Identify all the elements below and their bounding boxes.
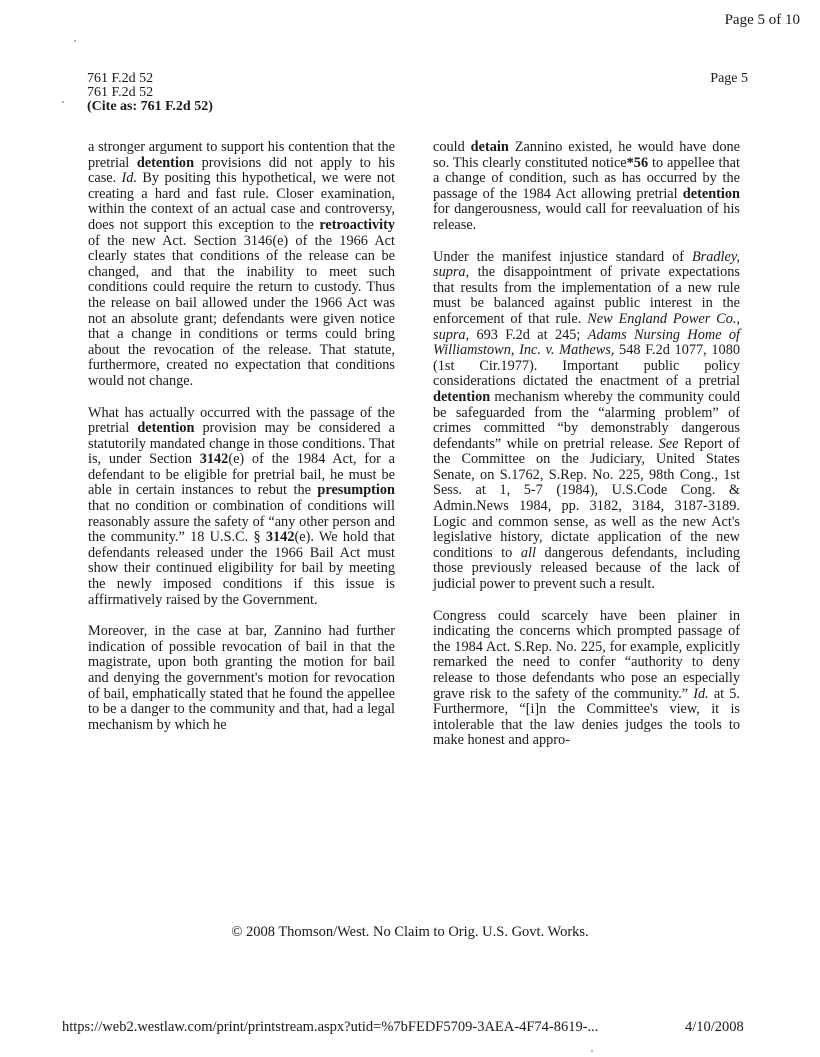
citation-line-2: 761 F.2d 52 <box>87 85 154 100</box>
right-paragraph-1: could detain Zannino existed, he would have done so. This clearly constituted notice*56 to appellee that a change of condition, such as has occurred by the passage of the 1984 Act allowing pretrial detention for dangerousness, would call for reevaluation of his release. <box>433 139 740 233</box>
right-paragraph-3: Congress could scarcely have been plainer in indicating the concerns which prompted passage of the 1984 Act. S.Rep. No. 225, for example, explicitly remarked the need to confer “authority to deny release to those defendants who pose an especially grave risk to the safety of the community.” Id. at 5. Furthermore, “[i]n the Committee's view, it is intolerable that the law denies judges the tools to make honest and appro- <box>433 607 740 749</box>
left-column <box>88 140 395 749</box>
left-paragraph-1: a stronger argument to support his contention that the pretrial detention provisions did not apply to his case. Id. By positing this hypothetical, we were not creating a hard and fast rule. Closer examination, within the context of an actual case and controversy, does not support this exception to the retroactivity of the new Act. Section 3146(e) of the 1966 Act clearly states that conditions of the release can be changed, and that the inability to meet such conditions could require the return to custody. Thus the release on bail allowed under the 1966 Act was not an absolute grant; defendants were given notice that a change in conditions or terms could bring about the revocation of the release. That statute, furthermore, created no expectation that conditions would not change. <box>88 139 395 389</box>
left-paragraph-3: Moreover, in the case at bar, Zannino had further indication of possible revocation of bail in that the magistrate, upon both granting the motion for bail and denying the government's motion for revocation of bail, emphatically stated that he found the appellee to be a danger to the community and that, had a legal mechanism by which he <box>88 623 395 733</box>
citation-line-1: 761 F.2d 52 <box>87 71 154 86</box>
scan-speck <box>74 40 76 42</box>
print-url: https://web2.westlaw.com/print/printstream.aspx?utid=%7bFEDF5709-3AEA-4F74-8619-... <box>62 1019 599 1035</box>
page-of-indicator: Page 5 of 10 <box>724 12 800 28</box>
page-label: Page 5 <box>710 71 748 86</box>
copyright-footer: © 2008 Thomson/West. No Claim to Orig. U.S. Govt. Works. <box>231 924 589 940</box>
cite-as-line: (Cite as: 761 F.2d 52) <box>87 99 213 114</box>
left-paragraph-2: What has actually occurred with the passage of the pretrial detention provision may be considered a statutorily mandated change in those conditions. That is, under Section 3142(e) of the 1984 Act, for a defendant to be eligible for pretrial bail, he must be able in certain instances to rebut the presumption that no condition or combination of conditions will reasonably assure the safety of “any other person and the community.” 18 U.S.C. § 3142(e). We hold that defendants released under the 1966 Bail Act must show their continued eligibility for bail by meeting the newly imposed conditions if this issue is affirmatively raised by the Government. <box>88 404 396 608</box>
print-date: 4/10/2008 <box>685 1019 744 1035</box>
right-paragraph-2: Under the manifest injustice standard of Bradley, supra, the disappointment of private expectations that results from the implementation of a new rule must be balanced against public interest in the enforcement of that rule. New England Power Co., supra, 693 F.2d at 245; Adams Nursing Home of Williamstown, Inc. v. Mathews, 548 F.2d 1077, 1080 (1st Cir.1977). Important public policy considerations dictated the enactment of a pretrial detention mechanism whereby the community could be safeguarded from the “alarming problem” of crimes committed “by demonstrably dangerous defendants” while on pretrial release. See Report of the Committee on the Judiciary, United States Senate, on S.1762, S.Rep. No. 225, 98th Cong., 1st Sess. at 1, 5-7 (1984), U.S.Code Cong. & Admin.News 1984, pp. 3182, 3184, 3187-3189. Logic and common sense, as well as the new Act's legislative history, dictate application of the new conditions to all dangerous defendants, including those previously released because of the lack of judicial power to prevent such a result. <box>433 248 741 593</box>
scan-speck <box>591 1050 593 1052</box>
citation-block <box>87 72 213 114</box>
scan-speck <box>62 101 64 103</box>
right-column <box>433 140 740 765</box>
